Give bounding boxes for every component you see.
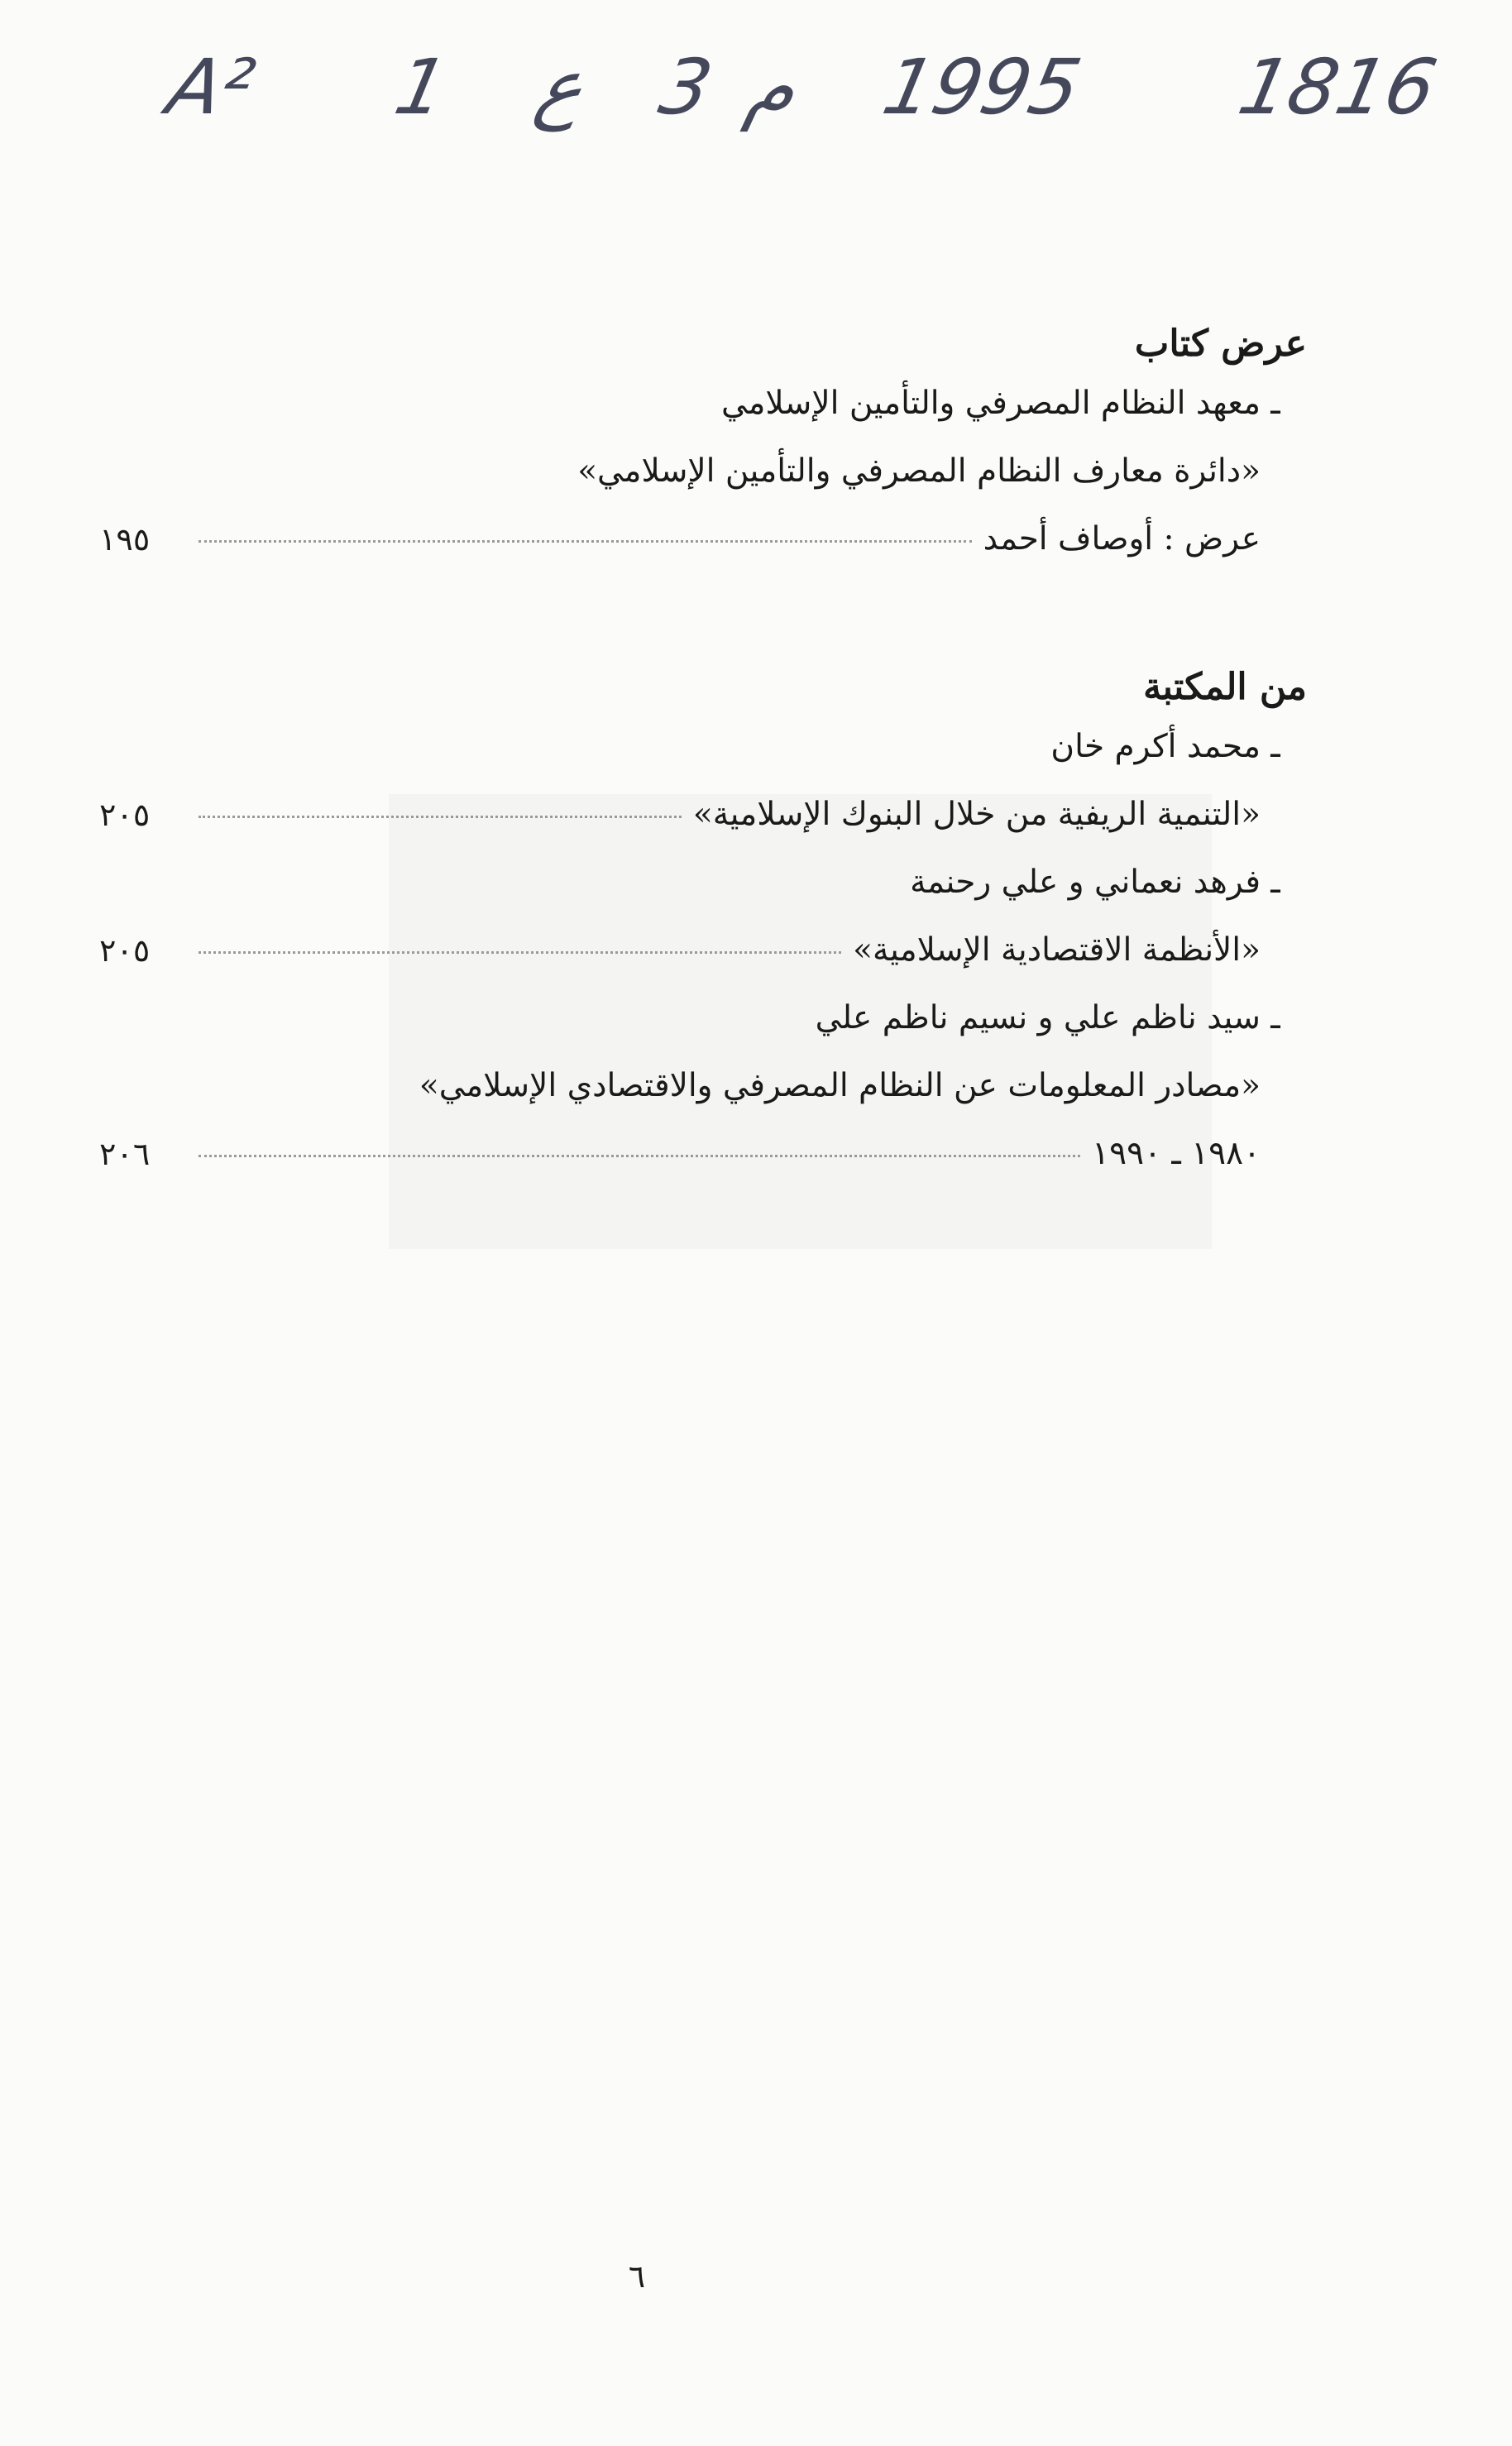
entry-author: فرهد نعماني و علي رحنمة [910,864,1261,901]
entry-page-number: ٢٠٥ [99,797,151,833]
annotation-part: م [739,43,806,132]
dot-leader [199,815,682,818]
entry-title: «التنمية الريفية من خلال البنوك الإسلامية» [692,796,1261,833]
entry-page-row [99,1120,1290,1188]
entry-author: معهد النظام المصرفي والتأمين الإسلامي [721,385,1261,422]
annotation-part: ع [528,43,593,132]
entry-author: محمد أكرم خان [1050,728,1261,765]
dash-marker: ـ [1270,999,1280,1036]
handwritten-annotation [0,43,1512,165]
dot-leader [199,950,841,954]
dash-marker: ـ [1270,385,1280,422]
section-heading: عرض كتاب [1134,323,1307,365]
dash-marker: ـ [1270,864,1280,901]
entry-reviewer: عرض : أوصاف أحمد [983,520,1261,558]
annotation-part: 1816 [1231,43,1444,132]
entry-page-number: ٢٠٥ [99,932,151,969]
entry-title: «الأنظمة الاقتصادية الإسلامية» [853,931,1261,969]
dot-leader [199,1154,1080,1157]
annotation-part: 1 [387,43,456,132]
entry-page-row [99,505,1290,573]
dot-leader [199,539,972,543]
section-from-library [99,662,1307,1188]
entry-title: «مصادر المعلومات عن النظام المصرفي والاقتصادي الإسلامي» [419,1067,1261,1104]
toc-entry [99,713,1290,849]
entry-author-line [149,370,1290,438]
page-number: ٦ [628,2258,646,2295]
dash-marker: ـ [1270,728,1280,765]
section-heading: من المكتبة [1143,666,1307,708]
entry-page-row [99,917,1290,984]
entry-page-number: ٢٠٦ [99,1136,151,1172]
annotation-part: A² [160,43,262,132]
entry-page-number: ١٩٥ [99,521,151,558]
entry-author: سيد ناظم علي و نسيم ناظم علي [815,999,1261,1036]
toc-entry [99,370,1290,573]
entry-author-line [149,849,1290,917]
annotation-part: 1995 [875,43,1089,132]
toc-entry [99,984,1290,1188]
annotation-part: 3 [652,43,720,132]
entry-title: «دائرة معارف النظام المصرفي والتأمين الإسلامي» [577,452,1261,490]
entry-author-line [149,713,1290,781]
section-book-review [99,318,1307,573]
toc-entry [99,849,1290,984]
entry-author-line [149,984,1290,1052]
entry-page-row [99,781,1290,849]
entry-subtitle: ١٩٨٠ ـ ١٩٩٠ [1092,1135,1261,1172]
